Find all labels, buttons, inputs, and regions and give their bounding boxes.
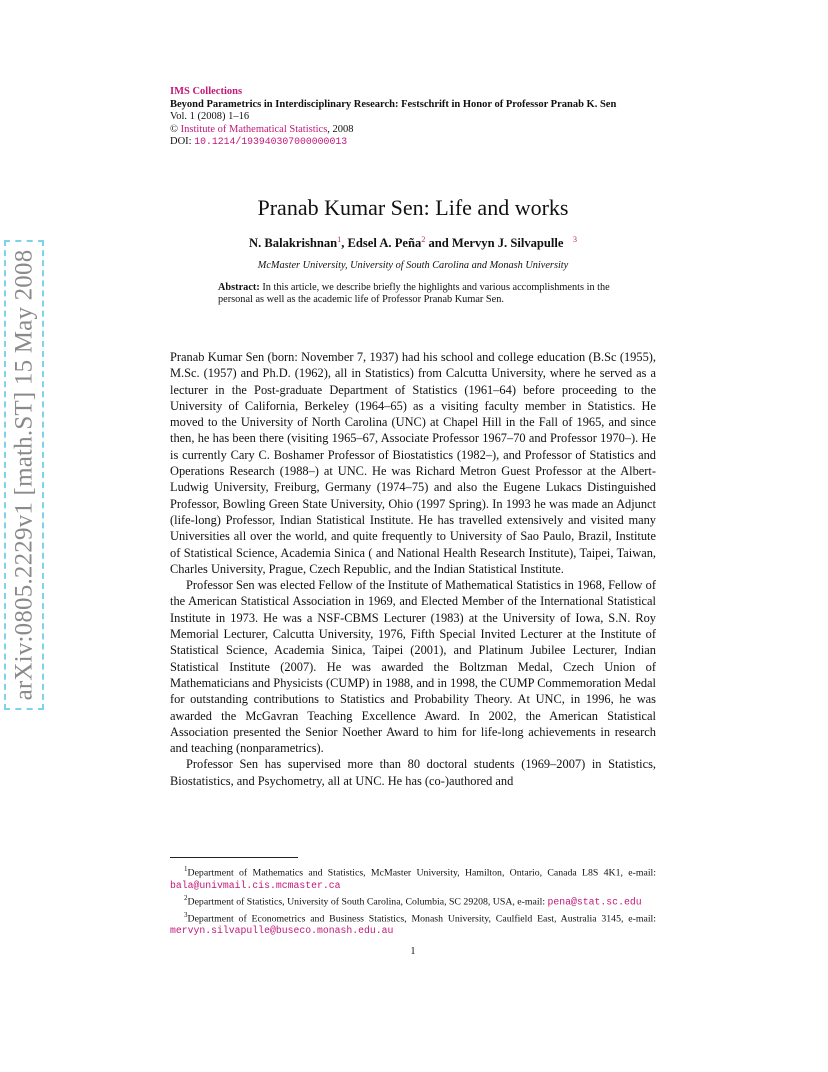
footnote-mark: 1 <box>184 865 188 873</box>
email-link[interactable]: bala@univmail.cis.mcmaster.ca <box>170 879 341 891</box>
author-name: Edsel A. Peña <box>347 236 422 251</box>
paragraph: Professor Sen was elected Fellow of the Institute of Mathematical Statistics in 1968, Fellow of the American Statistical Association in 1969, and Elected Member of the International Statistical Institute in 1973. He was a NSF-CBMS Lecturer (1983) at the University of Iowa, S.N. Roy Memorial Lecturer, Calcutta University, 1976, Fifth Special Invited Lecturer at the Institute of Statistical Science, Academia Sinica, Taipei (2001), and Platinum Jubilee Lecturer, Indian Statistical Institute (2007). He was awarded the Boltzman Medal, Czech Union of Mathematicians and Physicists (CUMP) in 1988, and in 1998, the CUMP Commemoration Medal for outstanding contributions to Statistics and Probability Theory. At UNC, in 1996, he was awarded the McGavran Teaching Excellence Award. In 2002, the American Statistical Association presented the Senior Noether Award to him for life-long achievements in research and teaching (nonparametrics). <box>170 578 656 756</box>
author-separator: and <box>425 236 452 251</box>
paper-title: Pranab Kumar Sen: Life and works <box>257 195 569 220</box>
doi-label: DOI: <box>170 136 195 148</box>
page-number: 1 <box>410 946 416 957</box>
footnote <box>170 892 656 909</box>
affiliations: McMaster University, University of South Carolina and Monash University <box>257 260 569 271</box>
arxiv-stamp <box>4 240 44 710</box>
doi-line <box>170 136 670 149</box>
publication-info <box>170 86 670 149</box>
abstract-label: Abstract: <box>218 282 260 293</box>
author-list <box>170 235 656 251</box>
footnotes <box>170 863 656 938</box>
author-name: Mervyn J. Silvapulle <box>451 236 564 251</box>
author-footnote-link[interactable]: 1 <box>337 235 342 244</box>
footnote-mark: 2 <box>184 894 188 903</box>
paragraph: Pranab Kumar Sen (born: November 7, 1937) had his school and college education (B.Sc (1955), M.Sc. (1957) and Ph.D. (1962), all in Statistics) from Calcutta University, where he served as a lecturer in the Post-graduate Department of Statistics (1961–64) before proceeding to the University of California, Berkeley (1964–65) as a visiting faculty member in Statistics. He moved to the University of North Carolina (UNC) at Chapel Hill in the Fall of 1965, and since then, he has been there (visiting 1965–67, Associate Professor 1967–70 and Professor 1970–). He is currently Cary C. Boshamer Professor of Biostatistics (1982–), and Professor of Statistics and Operations Research (1988–) at UNC. He was Richard Metron Guest Professor at the Albert-Ludwig University, Freiburg, Germany (1974–75) and also the Eugene Lukacs Distinguished Professor, Bowling Green State University, Ohio (1997 Spring). In 1993 he was made an Adjunct (life-long) Professor, Indian Statistical Institute. He has travelled extensively and visited many Universities all over the world, and quite frequently to University of Sao Paulo, Brazil, Institute of Statistical Science, Academia Sinica ( and National Health Research Institute), Taipei, Taiwan, Charles University, Prague, Czech Republic, and the Indian Statistical Institute. <box>170 350 656 576</box>
footnote-rule <box>170 857 298 858</box>
paragraph: Professor Sen has supervised more than 80 doctoral students (1969–2007) in Statistics, Biostatistics, and Psychometry, all at UNC. He has (co-)authored and <box>170 757 656 788</box>
book-title: Beyond Parametrics in Interdisciplinary Research: Festschrift in Honor of Professor Pranab K. Sen <box>170 98 617 110</box>
email-link[interactable]: pena@stat.sc.edu <box>547 896 642 908</box>
doi-link[interactable]: 10.1214/193940307000000013 <box>194 136 348 148</box>
copyright-year: , 2008 <box>327 123 354 135</box>
footnote-text: Department of Statistics, University of South Carolina, Columbia, SC 29208, USA, e-mail: <box>187 896 548 908</box>
footnote-mark: 3 <box>184 910 188 919</box>
body-text <box>170 349 656 789</box>
copyright-symbol: © <box>170 123 178 135</box>
footnote <box>170 863 656 892</box>
series-name: IMS Collections <box>170 86 243 97</box>
author-name: N. Balakrishnan <box>249 236 338 251</box>
abstract-text: In this article, we describe briefly the highlights and various accomplishments in the personal as well as the academic life of Professor Pranab Kumar Sen. <box>218 282 610 306</box>
author-separator: , <box>341 236 348 251</box>
arxiv-id: arXiv:0805.2229v1 [math.ST] 15 May 2008 <box>10 249 37 701</box>
copyright-holder-link[interactable]: Institute of Mathematical Statistics <box>180 123 328 135</box>
author-footnote-link[interactable]: 2 <box>421 235 426 244</box>
volume-info: Vol. 1 (2008) 1–16 <box>170 111 250 123</box>
abstract <box>218 282 610 307</box>
footnote-text: Department of Mathematics and Statistics, McMaster University, Hamilton, Ontario, Canada L8S 4K1, e-mail: <box>187 867 656 879</box>
copyright-line <box>170 124 670 137</box>
footnote <box>170 909 656 938</box>
email-link[interactable]: mervyn.silvapulle@buseco.monash.edu.au <box>170 925 394 937</box>
author-footnote-link[interactable]: 3 <box>572 235 577 244</box>
footnote-text: Department of Econometrics and Business Statistics, Monash University, Caulfield East, Australia 3145, e-mail: <box>187 913 656 925</box>
